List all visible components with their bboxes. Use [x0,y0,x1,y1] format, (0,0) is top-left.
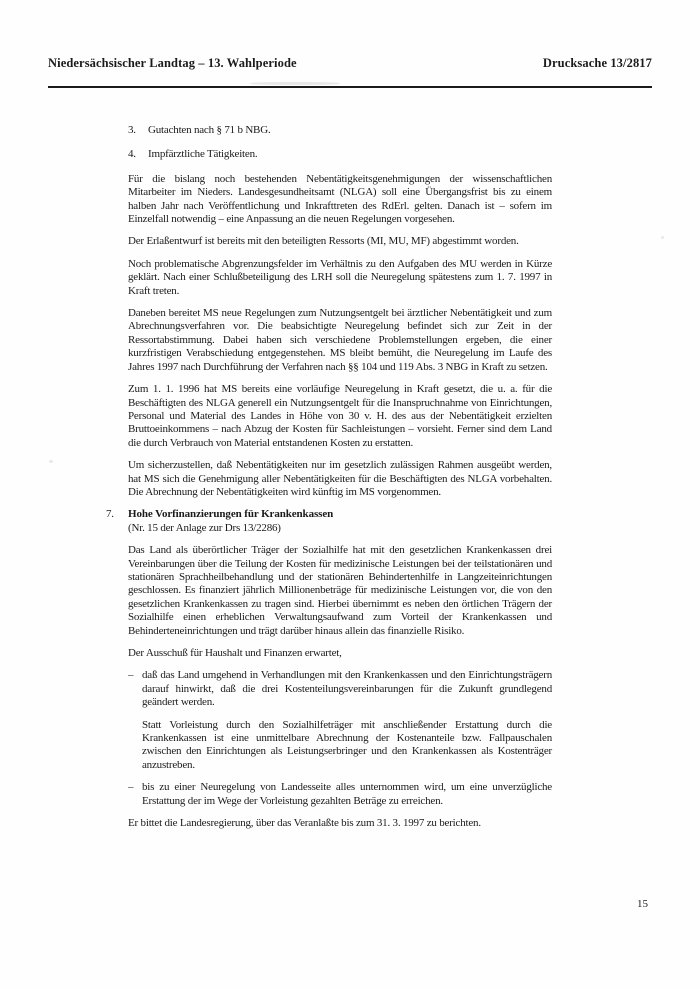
body-paragraph: Zum 1. 1. 1996 hat MS bereits eine vorläufige Neuregelung in Kraft gesetzt, die u. a. für die Beschäftigten des NLGA generell ein Nutzungsentgelt für die Inanspruchnahme von Einrichtungen, Personal und Material des Landes in Höhe von 30 v. H. des aus der Nebentätigkeit erzielten Bruttoeinkommens – nach Abzug der Kosten für Sachleistungen – vorsieht. Ferner sind dem Land die durch Verbrauch von Material entstandenen Kosten zu erstatten. [128,383,552,449]
header-left-title: Niedersächsischer Landtag – 13. Wahlperiode [48,56,297,70]
body-paragraph: Der Erlaßentwurf ist bereits mit den beteiligten Ressorts (MI, MU, MF) abgestimmt worden. [128,235,519,248]
closing-paragraph: Er bittet die Landesregierung, über das Veranlaßte bis zum 31. 3. 1997 zu berichten. [128,817,481,830]
item-text: Impfärztliche Tätigkeiten. [148,148,258,161]
section-7-heading [106,508,552,535]
page-header [48,56,652,71]
header-doc-number: Drucksache 13/2817 [542,56,652,70]
scan-speck [661,236,664,239]
body-paragraph: Für die bislang noch bestehenden Nebentätigkeitsgenehmigungen der wissenschaftlichen Mitarbeiter im Nieders. Landesgesundheitsamt (NLGA) soll eine Übergangsfrist bis zu einem halben Jahr nach Veröffentlichung und Inkrafttreten des RdErl. gelten. Danach ist – sofern im Einzelfall notwendig – eine Anpassung an die neuen Regelungen vorgesehen. [128,172,552,226]
dash-item-paragraph: bis zu einer Neuregelung von Landesseite alles unternommen wird, um eine unverzügliche Erstattung der im Wege der Vorleistung gezahlten Beträge zu erreichen. [142,781,552,807]
item-text: Gutachten nach § 71 b NBG. [148,124,271,136]
dash-list-item [128,781,552,808]
list-item-3 [128,124,552,137]
item-number: 3. [128,124,136,136]
dash-item-paragraph: Statt Vorleistung durch den Sozialhilfeträger mit anschließender Erstattung durch die Krankenkassen ist eine unmittelbare Abrechnung der Kostenanteile bzw. Fallpauschalen zwischen den Einrichtungen als Leistungserbringer und den Krankenkassen als Kostenträger anzustreben. [142,718,552,771]
dash-glyph: – [128,781,134,794]
section-7 [106,508,552,830]
scan-speck [49,460,53,463]
page-number: 15 [637,898,648,910]
header-rule [48,86,652,88]
section-number: 7. [106,508,114,521]
body-paragraph: Noch problematische Abgrenzungsfelder im Verhältnis zu den Aufgaben des MU werden in Kürze geklärt. Nach einer Schlußbeteiligung des LRH soll die Neuregelung spätestens zum 1. 7. 1997 in Kraft treten. [128,257,552,297]
dash-item-paragraph: daß das Land umgehend in Verhandlungen mit den Krankenkassen und den Einrichtungsträgern darauf hinwirkt, daß die drei Kostenteilungsvereinbarungen für die Zukunft grundlegend geändert werden. [142,669,552,709]
body-paragraph: Der Ausschuß für Haushalt und Finanzen erwartet, [128,647,342,659]
item-number: 4. [128,148,136,161]
body-paragraph: Das Land als überörtlicher Träger der Sozialhilfe hat mit den gesetzlichen Krankenkassen drei Vereinbarungen über die Teilung der Kosten für medizinische Leistungen bei der teilstationären und stationären Sprachheilbehandlung und der stationären Behindertenhilfe in Langzeiteinrichtungen geschlossen. Es finanziert jährlich Millionenbeträge für medizinische Leistungen vor, die von den gesetzlichen Krankenkassen zu tragen sind. Hierbei übernimmt es neben den örtlichen Trägern der Sozialhilfe einen erheblichen Verwaltungsaufwand zum Vorteil der Krankenkassen und Behinderteneinrichtungen und trägt darüber hinaus allein das finanzielle Risiko. [128,544,552,637]
document-body [106,124,552,839]
dash-list-item [128,669,552,772]
section-subtitle: (Nr. 15 der Anlage zur Drs 13/2286) [128,521,281,534]
dash-glyph: – [128,669,134,682]
scan-speck [250,82,340,85]
body-paragraph: Daneben bereitet MS neue Regelungen zum Nutzungsentgelt bei ärztlicher Nebentätigkeit und zum Abrechnungsverfahren vor. Die beabsichtigte Neuregelung befindet sich zur Zeit in der Ressortabstimmung. Dabei haben sich verschiedene Problemstellungen ergeben, die einer kurzfristigen Verabschiedung entgegenstehen. MS bleibt bemüht, die Neuregelung im Laufe des Jahres 1997 nach Durchführung der Verfahren nach §§ 104 und 119 Abs. 3 NBG in Kraft zu setzen. [128,307,552,373]
section-title: Hohe Vorfinanzierungen für Krankenkassen [128,508,334,521]
body-paragraph: Um sicherzustellen, daß Nebentätigkeiten nur im gesetzlich zulässigen Rahmen ausgeübt werden, hat MS sich die Genehmigung aller Nebentätigkeiten für die Beschäftigten des NLGA vorbehalten. Die Abrechnung der Nebentätigkeiten wird künftig im MS vorgenommen. [128,459,552,498]
list-item-4 [128,148,552,161]
